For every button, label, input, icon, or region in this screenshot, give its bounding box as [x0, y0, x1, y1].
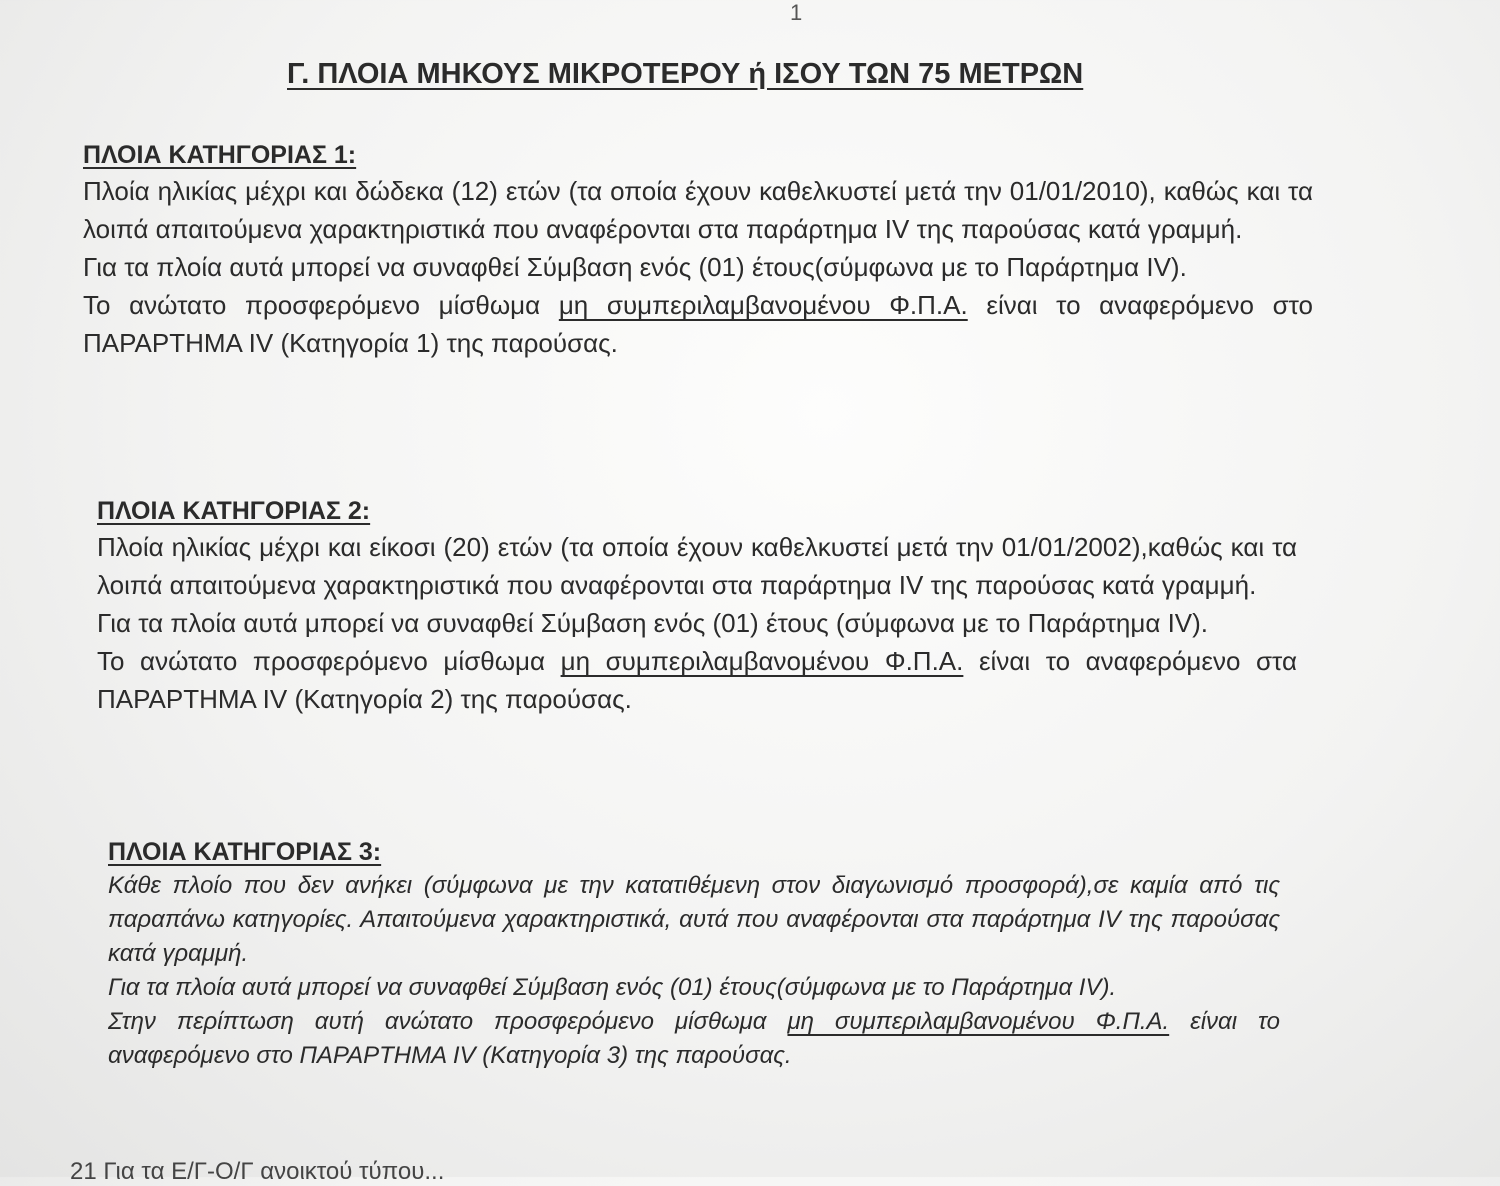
paragraph-rent [108, 1005, 1280, 1073]
vat-underlined: μη συμπεριλαμβανομένου Φ.Π.Α. [560, 646, 964, 676]
section-heading: ΠΛΟΙΑ ΚΑΤΗΓΟΡΙΑΣ 3: [108, 838, 382, 866]
rent-text-end: είναι το αναφερόμενο στο ΠΑΡΑΡΤΗΜΑ IV (Κατηγορία 1) της παρούσας. [83, 290, 1314, 358]
document-title: Γ. ΠΛΟΙΑ ΜΗΚΟΥΣ ΜΙΚΡΟΤΕΡΟΥ ή ΙΣΟΥ ΤΩΝ 75 ΜΕΤΡΩΝ [287, 58, 1084, 90]
rent-text-start: Το ανώτατο προσφερόμενο μίσθωμα [83, 290, 559, 320]
rent-text-start: Το ανώτατο προσφερόμενο μίσθωμα [97, 646, 561, 676]
rent-text-start: Στην περίπτωση αυτή ανώτατο προσφερόμενο μίσθωμα [108, 1008, 788, 1035]
section-heading: ΠΛΟΙΑ ΚΑΤΗΓΟΡΙΑΣ 1: [83, 141, 357, 169]
vat-underlined: μη συμπεριλαμβανομένου Φ.Π.Α. [787, 1008, 1170, 1035]
footer-fragment: 21 Για τα Ε/Γ-Ο/Γ ανοικτού τύπου... [70, 1158, 445, 1185]
paragraph-rent [97, 642, 1297, 718]
section-heading: ΠΛΟΙΑ ΚΑΤΗΓΟΡΙΑΣ 2: [97, 497, 371, 525]
paragraph-eligibility: Πλοία ηλικίας μέχρι και είκοσι (20) ετών (τα οποία έχουν καθελκυστεί μετά την 01/01/2002),καθώς και τα λοιπά απαιτούμενα χαρακτηριστικά που αναφέρονται στα παράρτημα IV της παρούσας κατά γραμμή. [97, 532, 1297, 600]
paragraph-contract: Για τα πλοία αυτά μπορεί να συναφθεί Σύμβαση ενός (01) έτους(σύμφωνα με το Παράρτημα IV). [83, 252, 1187, 282]
section-category-2 [97, 497, 1297, 718]
paragraph-rent [83, 286, 1313, 362]
section-category-1 [83, 141, 1313, 362]
page-mark: 1 [790, 0, 803, 25]
rent-text-end: είναι το αναφερόμενο στα ΠΑΡΑΡΤΗΜΑ IV (Κατηγορία 2) της παρούσας. [97, 646, 1297, 714]
vat-underlined: μη συμπεριλαμβανομένου Φ.Π.Α. [558, 290, 968, 320]
rent-text-end: είναι το αναφερόμενο στο ΠΑΡΑΡΤΗΜΑ IV (Κατηγορία 3) της παρούσας. [108, 1008, 1281, 1069]
paragraph-contract: Για τα πλοία αυτά μπορεί να συναφθεί Σύμβαση ενός (01) έτους(σύμφωνα με το Παράρτημα IV). [108, 974, 1117, 1001]
section-category-3 [108, 838, 1280, 1073]
paragraph-eligibility: Πλοία ηλικίας μέχρι και δώδεκα (12) ετών (τα οποία έχουν καθελκυστεί μετά την 01/01/2010), καθώς και τα λοιπά απαιτούμενα χαρακτηριστικά που αναφέρονται στα παράρτημα IV της παρούσας κατά γραμμή. [83, 176, 1313, 244]
paragraph-eligibility: Κάθε πλοίο που δεν ανήκει (σύμφωνα με την κατατιθέμενη στον διαγωνισμό προσφορά),σε καμία από τις παραπάνω κατηγορίες. Απαιτούμενα χαρακτηριστικά, αυτά που αναφέρονται στα παράρτημα IV της παρούσας κατά γραμμή. [108, 872, 1280, 967]
paragraph-contract: Για τα πλοία αυτά μπορεί να συναφθεί Σύμβαση ενός (01) έτους (σύμφωνα με το Παράρτημα IV). [97, 608, 1209, 638]
